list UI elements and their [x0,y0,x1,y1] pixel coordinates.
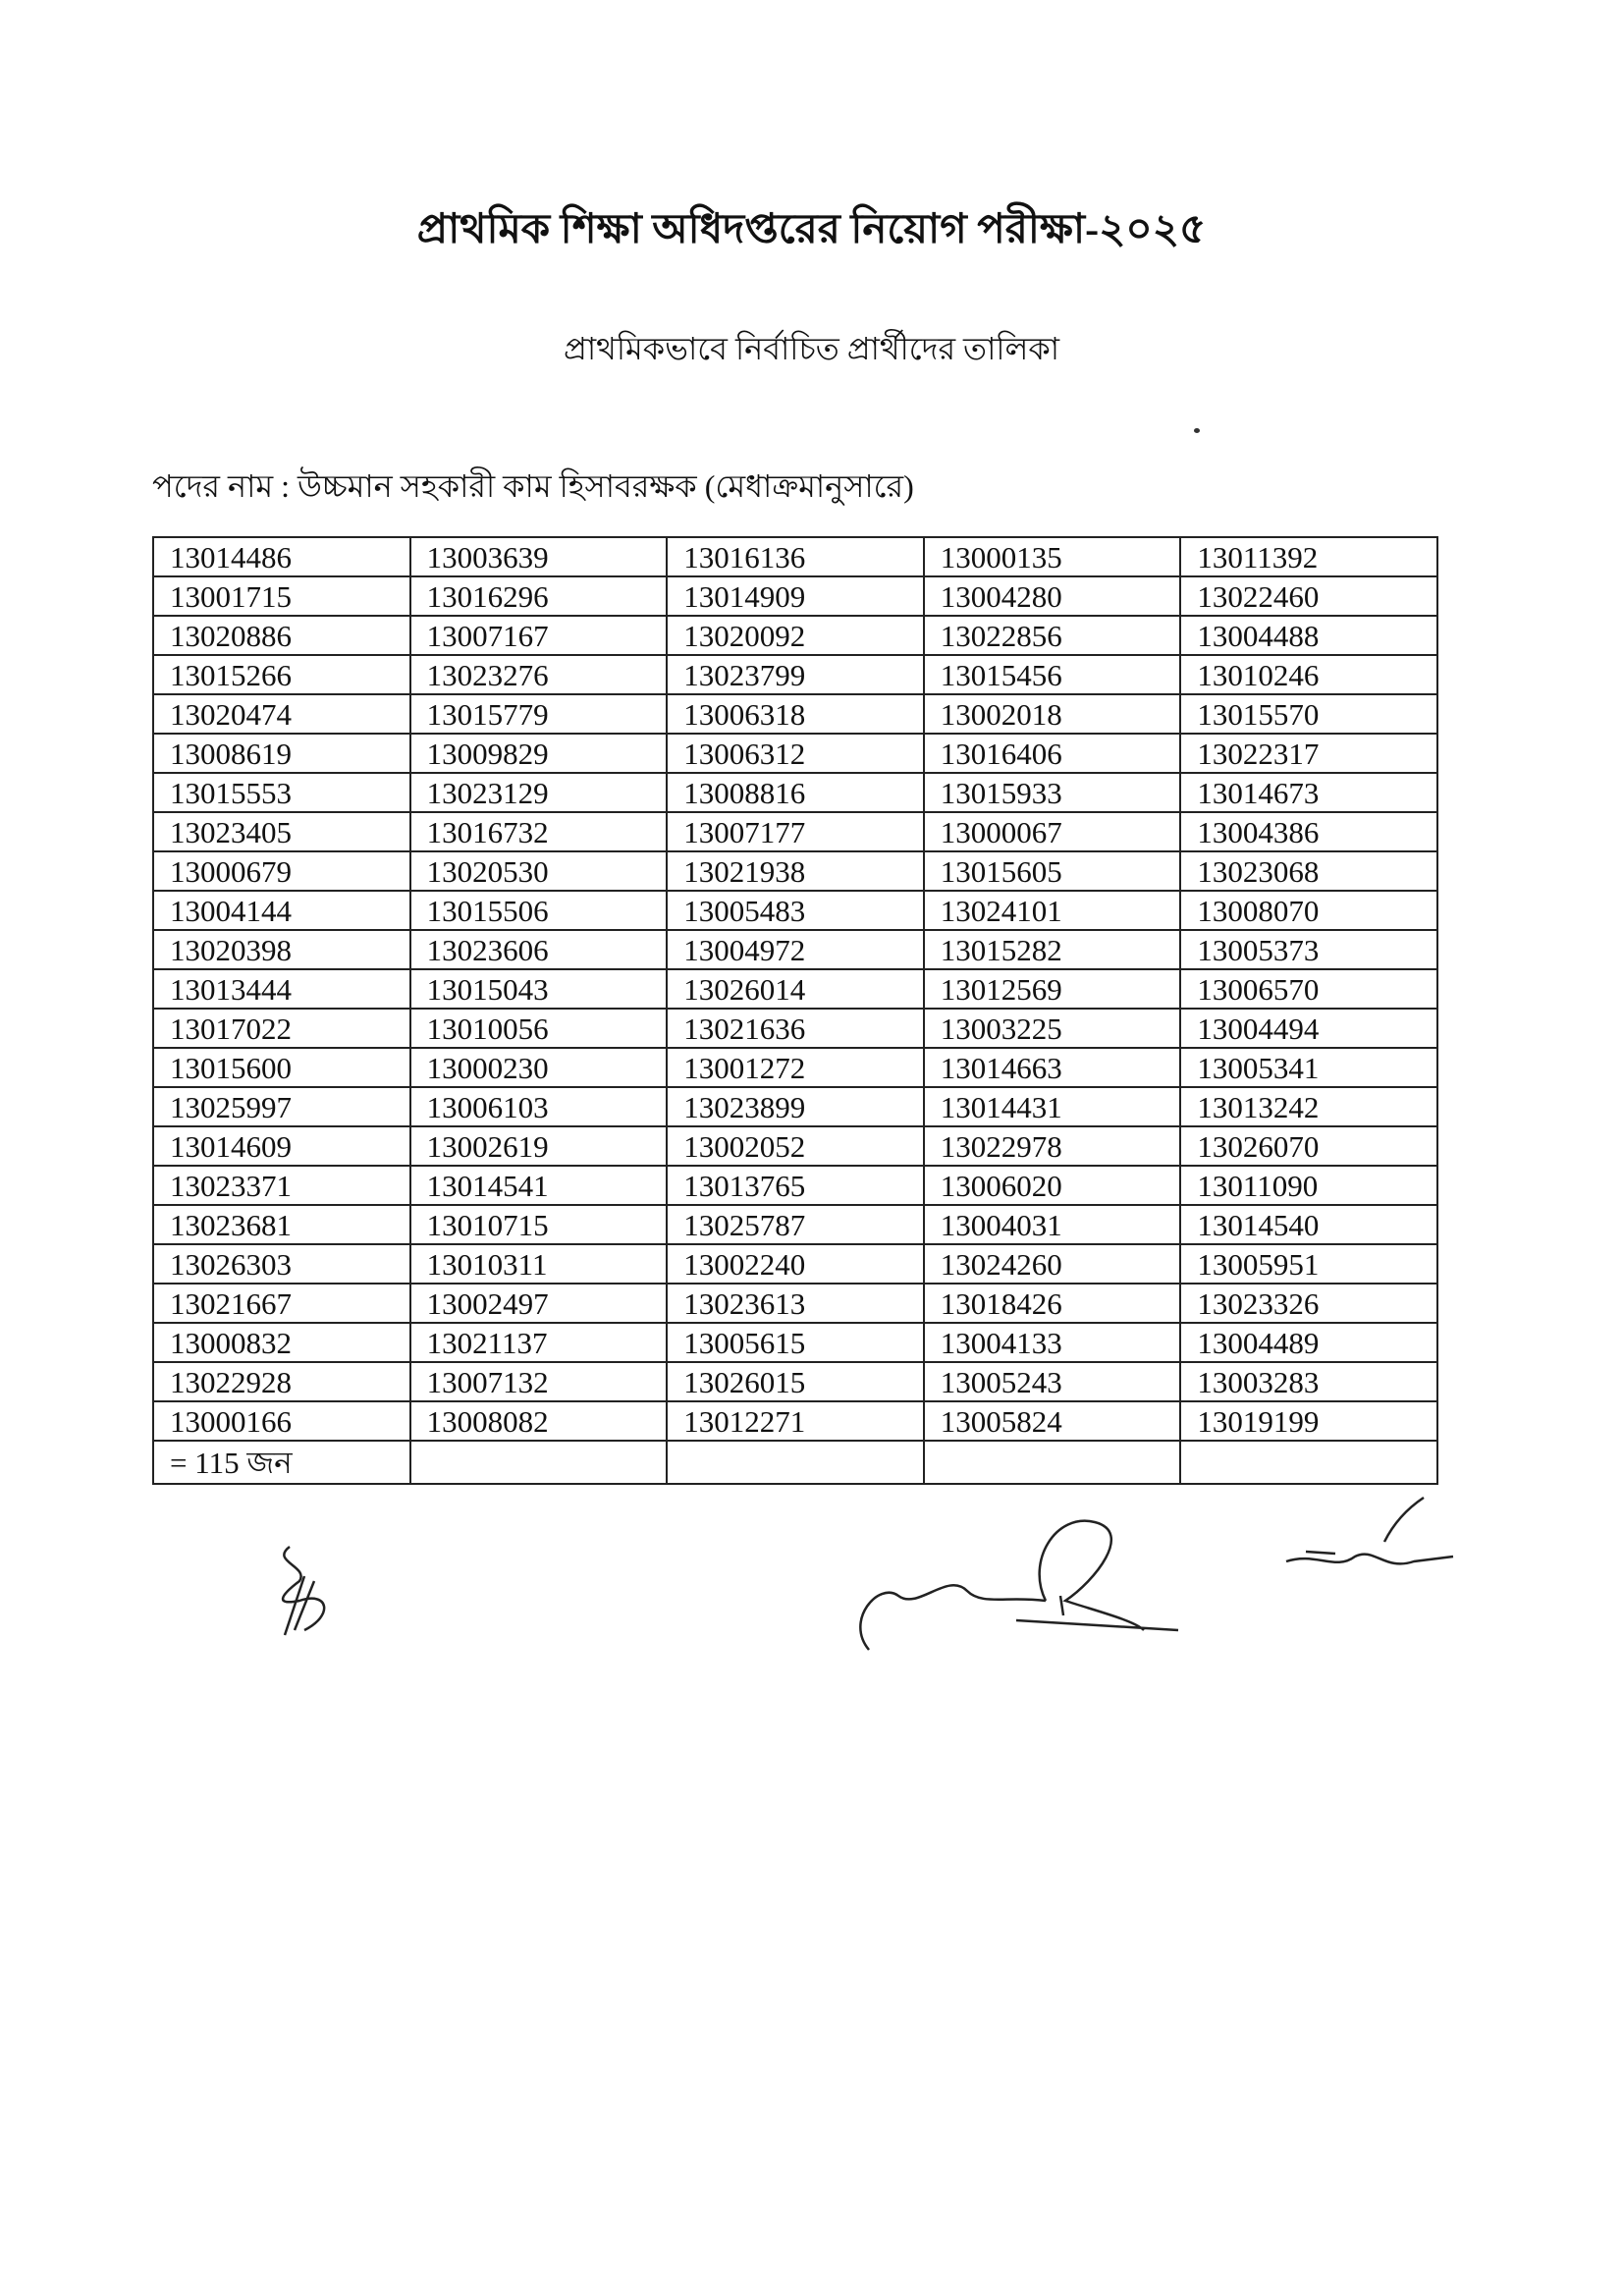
roll-number-cell: 13005341 [1180,1048,1437,1087]
roll-number-cell: 13015570 [1180,694,1437,734]
empty-cell [924,1441,1181,1484]
roll-number-cell: 13018426 [924,1284,1181,1323]
table-row [153,930,1437,969]
roll-number-cell: 13026303 [153,1244,410,1284]
roll-number-cell: 13024260 [924,1244,1181,1284]
roll-number-cell: 13001715 [153,576,410,616]
table-row [153,1166,1437,1205]
roll-number-cell: 13004280 [924,576,1181,616]
roll-number-cell: 13015605 [924,851,1181,891]
roll-number-cell: 13022460 [1180,576,1437,616]
roll-number-cell: 13009829 [410,734,668,773]
roll-number-cell: 13023129 [410,773,668,812]
empty-cell [410,1441,668,1484]
empty-cell [1180,1441,1437,1484]
roll-number-cell: 13012271 [667,1401,924,1441]
table-row [153,1126,1437,1166]
table-row [153,1244,1437,1284]
roll-number-cell: 13006020 [924,1166,1181,1205]
roll-number-cell: 13001272 [667,1048,924,1087]
post-name-label: পদের নাম : উচ্চমান সহকারী কাম হিসাবরক্ষক (মেধাক্রমানুসারে) [152,468,914,504]
table-row [153,812,1437,851]
roll-number-cell: 13010246 [1180,655,1437,694]
document-title: প্রাথমিক শিক্ষা অধিদপ্তরের নিয়োগ পরীক্ষা-২০২৫ [416,207,1207,252]
roll-number-cell: 13014486 [153,537,410,576]
roll-number-cell: 13024101 [924,891,1181,930]
roll-number-cell: 13015779 [410,694,668,734]
roll-number-cell: 13000230 [410,1048,668,1087]
roll-number-cell: 13004489 [1180,1323,1437,1362]
roll-number-cell: 13015600 [153,1048,410,1087]
table-row [153,969,1437,1009]
roll-number-cell: 13016296 [410,576,668,616]
scan-speck [1194,428,1200,433]
roll-number-cell: 13005824 [924,1401,1181,1441]
roll-number-cell: 13014663 [924,1048,1181,1087]
roll-number-cell: 13026015 [667,1362,924,1401]
table-row [153,773,1437,812]
table-row [153,1087,1437,1126]
roll-number-cell: 13026014 [667,969,924,1009]
roll-number-cell: 13013765 [667,1166,924,1205]
roll-number-cell: 13010311 [410,1244,668,1284]
roll-number-cell: 13005483 [667,891,924,930]
roll-number-cell: 13007177 [667,812,924,851]
roll-number-cell: 13013444 [153,969,410,1009]
roll-number-cell: 13005243 [924,1362,1181,1401]
table-row [153,1284,1437,1323]
roll-number-cell: 13017022 [153,1009,410,1048]
roll-number-cell: 13014909 [667,576,924,616]
roll-number-cell: 13003283 [1180,1362,1437,1401]
roll-number-cell: 13023899 [667,1087,924,1126]
roll-number-cell: 13008816 [667,773,924,812]
roll-number-cell: 13023681 [153,1205,410,1244]
roll-number-cell: 13020530 [410,851,668,891]
table-row [153,1009,1437,1048]
roll-number-cell: 13015043 [410,969,668,1009]
roll-number-cell: 13023606 [410,930,668,969]
roll-number-cell: 13022856 [924,616,1181,655]
roll-number-cell: 13002240 [667,1244,924,1284]
roll-number-cell: 13004031 [924,1205,1181,1244]
table-row [153,891,1437,930]
roll-number-cell: 13002018 [924,694,1181,734]
roll-number-cell: 13006312 [667,734,924,773]
roll-number-cell: 13000832 [153,1323,410,1362]
roll-number-cell: 13011090 [1180,1166,1437,1205]
table-row [153,1323,1437,1362]
roll-number-cell: 13026070 [1180,1126,1437,1166]
roll-number-cell: 13006570 [1180,969,1437,1009]
roll-number-cell: 13021667 [153,1284,410,1323]
roll-number-cell: 13020474 [153,694,410,734]
table-row [153,576,1437,616]
roll-number-cell: 13021938 [667,851,924,891]
table-row [153,1205,1437,1244]
roll-number-cell: 13023276 [410,655,668,694]
roll-number-cell: 13015553 [153,773,410,812]
roll-number-cell: 13014431 [924,1087,1181,1126]
roll-number-cell: 13020886 [153,616,410,655]
roll-number-cell: 13004488 [1180,616,1437,655]
roll-number-cell: 13010056 [410,1009,668,1048]
roll-number-cell: 13005615 [667,1323,924,1362]
roll-number-cell: 13006103 [410,1087,668,1126]
roll-number-cell: 13007167 [410,616,668,655]
roll-number-cell: 13010715 [410,1205,668,1244]
table-row [153,537,1437,576]
table-row [153,1048,1437,1087]
roll-number-cell: 13016732 [410,812,668,851]
roll-number-table [152,536,1438,1485]
table-row [153,734,1437,773]
roll-number-cell: 13007132 [410,1362,668,1401]
table-row [153,851,1437,891]
total-row [153,1441,1437,1484]
table-row [153,655,1437,694]
signature-2 [839,1503,1193,1660]
roll-number-cell: 13003639 [410,537,668,576]
roll-number-cell: 13002497 [410,1284,668,1323]
roll-number-cell: 13008082 [410,1401,668,1441]
table-row [153,694,1437,734]
roll-number-cell: 13016136 [667,537,924,576]
roll-number-cell: 13000067 [924,812,1181,851]
roll-number-cell: 13015506 [410,891,668,930]
roll-number-cell: 13000135 [924,537,1181,576]
roll-number-cell: 13023326 [1180,1284,1437,1323]
roll-number-cell: 13016406 [924,734,1181,773]
roll-number-cell: 13021137 [410,1323,668,1362]
roll-number-cell: 13023405 [153,812,410,851]
roll-number-cell: 13014540 [1180,1205,1437,1244]
table-row [153,1362,1437,1401]
roll-number-cell: 13020092 [667,616,924,655]
roll-number-cell: 13023799 [667,655,924,694]
signature-3 [1276,1493,1473,1601]
roll-number-cell: 13014541 [410,1166,668,1205]
roll-number-cell: 13000166 [153,1401,410,1441]
roll-number-cell: 13014609 [153,1126,410,1166]
table-row [153,616,1437,655]
roll-number-cell: 13013242 [1180,1087,1437,1126]
roll-number-cell: 13008070 [1180,891,1437,930]
roll-number-cell: 13021636 [667,1009,924,1048]
roll-number-cell: 13023371 [153,1166,410,1205]
roll-number-cell: 13025997 [153,1087,410,1126]
roll-number-cell: 13012569 [924,969,1181,1009]
document-subtitle: প্রাথমিকভাবে নির্বাচিত প্রার্থীদের তালিকা [563,331,1060,366]
roll-number-cell: 13002052 [667,1126,924,1166]
roll-number-cell: 13005373 [1180,930,1437,969]
roll-number-cell: 13006318 [667,694,924,734]
roll-number-cell: 13004386 [1180,812,1437,851]
roll-number-cell: 13005951 [1180,1244,1437,1284]
roll-number-cell: 13014673 [1180,773,1437,812]
empty-cell [667,1441,924,1484]
signature-1 [260,1537,358,1645]
roll-number-cell: 13004494 [1180,1009,1437,1048]
roll-number-cell: 13008619 [153,734,410,773]
table-row [153,1401,1437,1441]
roll-number-cell: 13023068 [1180,851,1437,891]
roll-number-cell: 13019199 [1180,1401,1437,1441]
roll-number-cell: 13022317 [1180,734,1437,773]
roll-number-cell: 13015933 [924,773,1181,812]
roll-number-cell: 13002619 [410,1126,668,1166]
roll-number-cell: 13022978 [924,1126,1181,1166]
roll-number-cell: 13022928 [153,1362,410,1401]
roll-number-cell: 13004972 [667,930,924,969]
roll-number-cell: 13015266 [153,655,410,694]
roll-number-cell: 13023613 [667,1284,924,1323]
roll-number-cell: 13020398 [153,930,410,969]
roll-number-cell: 13025787 [667,1205,924,1244]
roll-number-cell: 13004144 [153,891,410,930]
roll-number-cell: 13015456 [924,655,1181,694]
roll-number-cell: 13004133 [924,1323,1181,1362]
roll-number-cell: 13015282 [924,930,1181,969]
roll-number-cell: 13011392 [1180,537,1437,576]
total-count: = 115 জন [153,1441,410,1484]
roll-number-cell: 13003225 [924,1009,1181,1048]
roll-number-cell: 13000679 [153,851,410,891]
